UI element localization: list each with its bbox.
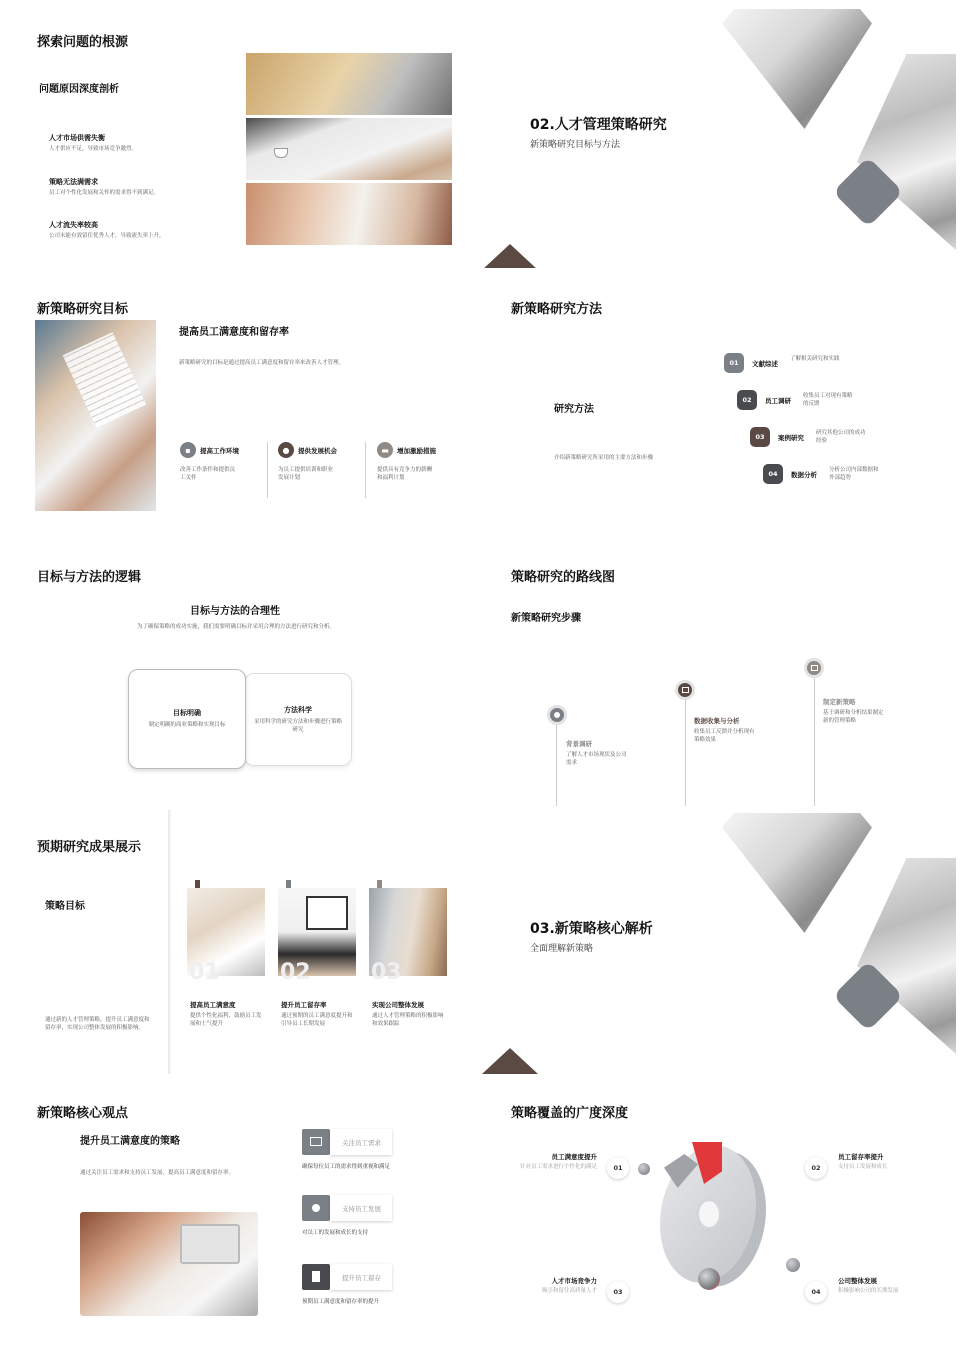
slide-coverage xyxy=(482,1078,956,1342)
bullet-item: 策略无法满需求 员工对个性化发展和关怀的需求得不到满足。 xyxy=(49,178,160,196)
timeline-line xyxy=(685,699,686,806)
slide-description: 新策略研究的目标是通过提高员工满意度和留存率来改善人才管理。 xyxy=(179,360,345,366)
slide-title: 新策略研究目标 xyxy=(37,302,129,317)
slide-research-goals xyxy=(4,294,478,558)
chat-icon: ● xyxy=(278,442,294,458)
network-icon xyxy=(682,687,689,693)
coverage-item-left-bottom: 人才市场竞争力 吸引和留住高质量人才 xyxy=(541,1277,597,1294)
slide-problem-roots xyxy=(4,4,478,268)
small-sphere xyxy=(638,1163,650,1175)
donut-3d-graphic xyxy=(654,1142,784,1292)
location-icon xyxy=(302,1195,330,1221)
bullet-item: 人才流失率较高 公司未能有效留住优秀人才，导致流失率上升。 xyxy=(49,221,165,239)
slide-research-methods: 新策略研究方法 研究方法 介绍新策略研究所采用的主要方法和步骤 01 文献综述 了解相关研究和实践 02 员工调研 收集员工对现有策略的反馈 03 案例研究 研究其他公司的成功经验 04 数据分析 分析公司内部数据和外部趋势 xyxy=(482,294,956,558)
document-icon xyxy=(302,1264,330,1290)
logic-box-goal: 目标明确 制定明确的商业策略和实现目标 xyxy=(128,669,246,769)
goal-card: ● 提供发展机会 为员工提供培训和职业发展计划 xyxy=(278,442,366,498)
slide-description: 通过新的人才管理策略，提升员工满意度和留存率，实现公司整体发展的积极影响。 xyxy=(45,1017,150,1032)
section-subtitle: 新策略研究目标与方法 xyxy=(530,140,621,150)
slide-title: 策略研究的路线图 xyxy=(511,570,616,585)
image-icon: ▪ xyxy=(180,442,196,458)
hands-documents-photo xyxy=(35,320,156,511)
folder-icon: ▬ xyxy=(377,442,393,458)
image-icon xyxy=(811,665,818,671)
divider-shadow xyxy=(168,810,172,1074)
slide-heading: 提高员工满意度和留存率 xyxy=(179,327,289,338)
office-photo-folders xyxy=(246,53,452,115)
coverage-badge: 03 xyxy=(607,1281,629,1303)
brown-triangle-shape xyxy=(482,244,538,268)
slide-section-03 xyxy=(482,810,956,1074)
section-title: 02.人才管理策略研究 xyxy=(530,117,667,133)
slide-heading: 目标与方法的合理性 xyxy=(190,606,280,617)
small-sphere xyxy=(786,1258,800,1272)
slide-expected-results: 预期研究成果展示 策略目标 通过新的人才管理策略，提升员工满意度和留存率，实现公司整体发展的积极影响。 01 提高员工满意度 提供个性化福利、鼓励员工发展和士气提升 02 提升员工留存率 通过预期的员工满意度提升和引导员工长期发展 03 实现公司整体发展 通过人才管理策略的积极影响和效果跟踪 xyxy=(4,810,478,1074)
timeline-node xyxy=(804,658,824,678)
slide-title: 目标与方法的逻辑 xyxy=(37,570,142,585)
timeline-node xyxy=(547,705,567,725)
roadmap-step: 背景调研 了解人才市场现状及公司需求 xyxy=(566,740,627,767)
slide-description: 为了确保策略的成功实施，我们需要明确目标并采用合理的方法进行研究和分析。 xyxy=(137,624,336,630)
calculator-photo xyxy=(80,1212,258,1316)
slide-subtitle: 新策略研究步骤 xyxy=(511,613,581,624)
red-sphere xyxy=(698,1268,720,1290)
slide-description: 介绍新策略研究所采用的主要方法和步骤 xyxy=(554,455,654,461)
bullet-item: 人才市场供需失衡 人才供应不足，导致市场竞争激烈。 xyxy=(49,134,138,152)
section-title: 03.新策略核心解析 xyxy=(530,921,653,937)
coverage-item-left-top: 员工满意度提升 针对员工需求进行个性化的满足 xyxy=(519,1153,597,1170)
location-icon xyxy=(554,712,560,718)
chess-photo-top xyxy=(722,813,872,933)
slide-subtitle: 策略目标 xyxy=(45,901,85,912)
brown-triangle-shape xyxy=(482,1048,538,1074)
coverage-badge: 04 xyxy=(805,1281,827,1303)
slide-title: 新策略核心观点 xyxy=(37,1106,129,1121)
coverage-item-right-bottom: 公司整体发展 积极影响公司的长期发展 xyxy=(838,1277,899,1294)
coverage-item-right-top: 员工留存率提升 支持员工发展和成长 xyxy=(838,1153,888,1170)
slide-description: 通过关注员工需求和支持员工发展，提高员工满意度和留存率。 xyxy=(80,1170,235,1176)
slide-title: 策略覆盖的广度深度 xyxy=(511,1106,629,1121)
coverage-badge: 02 xyxy=(805,1157,827,1179)
chess-photo-top xyxy=(722,9,872,129)
logic-box-method: 方法科学 采用科学的研究方法和步骤进行策略研究 xyxy=(244,673,352,766)
slide-title: 探索问题的根源 xyxy=(37,35,129,50)
coverage-badge: 01 xyxy=(607,1157,629,1179)
office-photo-signing xyxy=(246,183,452,245)
slide-heading: 提升员工满意度的策略 xyxy=(80,1136,180,1147)
slide-core-views: 新策略核心观点 提升员工满意度的策略 通过关注员工需求和支持员工发展，提高员工满意度和留存率。 关注员工需求 确保每位员工的需求得到重视和满足 支持员工发展 对员工的发展和成长的支持 提升员工留存 预期员工满意度和留存率的提升 xyxy=(4,1078,478,1342)
timeline-node xyxy=(675,680,695,700)
timeline-line xyxy=(814,678,815,806)
office-photo-desk xyxy=(246,118,452,180)
slide-heading: 研究方法 xyxy=(554,404,594,415)
slide-title: 新策略研究方法 xyxy=(511,302,603,317)
slide-section-02 xyxy=(482,4,956,268)
slide-title: 预期研究成果展示 xyxy=(37,840,142,855)
goal-card: ▬ 增加激励措施 提供具有竞争力的薪酬和福利计划 xyxy=(377,442,465,498)
slide-roadmap xyxy=(482,562,956,826)
slide-subtitle: 问题原因深度剖析 xyxy=(39,84,119,95)
section-subtitle: 全面理解新策略 xyxy=(530,944,594,954)
roadmap-step: 制定新策略 基于调研和分析结果制定新的管理策略 xyxy=(823,698,884,725)
slide-goal-method-logic xyxy=(4,562,478,826)
timeline-line xyxy=(556,714,557,806)
goal-card: ▪ 提高工作环境 改善工作条件和提供员工关怀 xyxy=(180,442,268,498)
image-icon xyxy=(302,1129,330,1155)
roadmap-step: 数据收集与分析 收集员工反馈并分析现有策略效果 xyxy=(694,717,755,744)
